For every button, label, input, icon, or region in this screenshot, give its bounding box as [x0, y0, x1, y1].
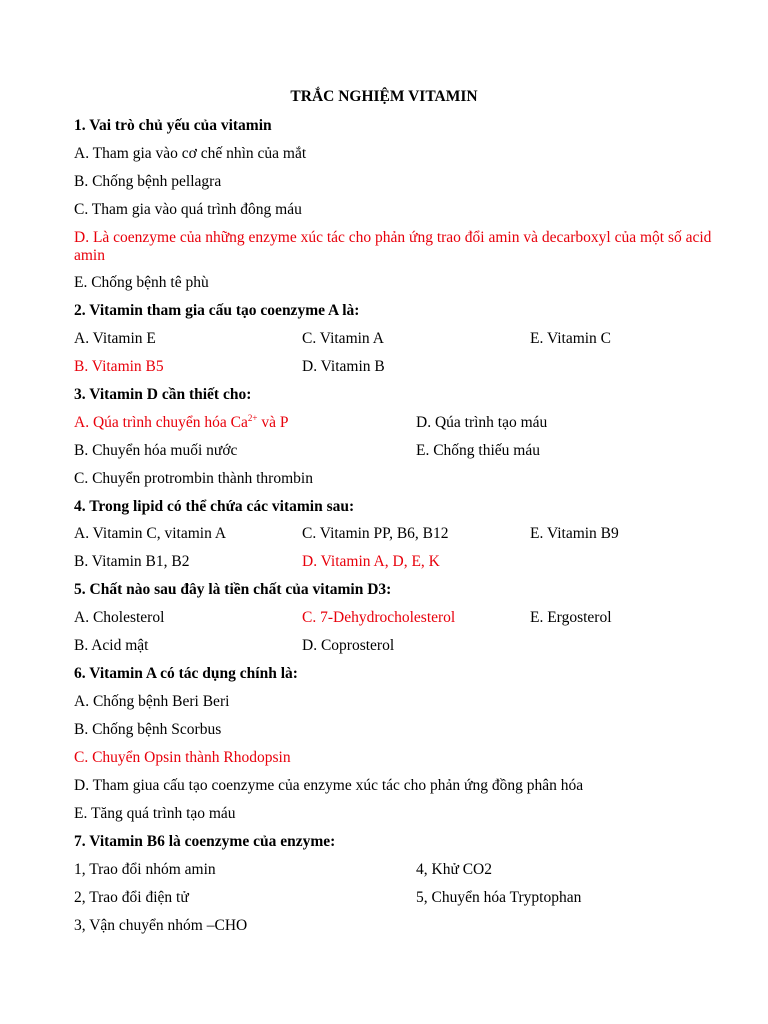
q7-option-3: 3, Vận chuyển nhóm –CHO	[74, 917, 248, 934]
q5-option-d: D. Coprosterol	[302, 637, 395, 654]
q7-option-5: 5, Chuyển hóa Tryptophan	[416, 889, 582, 906]
q1-option-a: A. Tham gia vào cơ chế nhìn của mắt	[74, 145, 307, 162]
q2-option-e: E. Vitamin C	[530, 330, 612, 347]
question-5: 5. Chất nào sau đây là tiền chất của vitamin D3:	[74, 581, 392, 598]
q5-option-e: E. Ergosterol	[530, 609, 612, 626]
q4-option-e: E. Vitamin B9	[530, 525, 619, 542]
q3-option-c: C. Chuyển protrombin thành thrombin	[74, 470, 313, 487]
q5-option-a: A. Cholesterol	[74, 609, 165, 626]
question-3: 3. Vitamin D cần thiết cho:	[74, 386, 252, 403]
q3-option-a-answer	[74, 414, 288, 432]
q1-option-c: C. Tham gia vào quá trình đông máu	[74, 201, 302, 218]
q4-option-a: A. Vitamin C, vitamin A	[74, 525, 227, 542]
question-4: 4. Trong lipid có thể chứa các vitamin sau:	[74, 498, 355, 515]
q6-option-d: D. Tham giua cấu tạo coenzyme của enzyme xúc tác cho phản ứng đồng phân hóa	[74, 777, 584, 794]
question-1: 1. Vai trò chủ yếu của vitamin	[74, 117, 272, 134]
q2-option-d: D. Vitamin B	[302, 358, 385, 375]
q4-option-d-answer: D. Vitamin A, D, E, K	[302, 553, 440, 570]
q6-option-b: B. Chống bệnh Scorbus	[74, 721, 222, 738]
q7-option-2: 2, Trao đổi điện tử	[74, 889, 189, 906]
q1-option-e: E. Chống bệnh tê phù	[74, 274, 209, 291]
q7-option-1: 1, Trao đổi nhóm amin	[74, 861, 216, 878]
question-2: 2. Vitamin tham gia cấu tạo coenzyme A là:	[74, 302, 360, 319]
q3-option-d: D. Qúa trình tạo máu	[416, 414, 548, 431]
q1-option-d-answer: D. Là coenzyme của những enzyme xúc tác cho phản ứng trao đổi amin và decarboxyl của một số acid amin	[74, 229, 712, 264]
q5-option-c-answer: C. 7-Dehydrocholesterol	[302, 609, 456, 626]
q4-option-c: C. Vitamin PP, B6, B12	[302, 525, 449, 542]
q6-option-c-answer: C. Chuyển Opsin thành Rhodopsin	[74, 749, 291, 766]
q5-option-b: B. Acid mật	[74, 637, 149, 654]
q2-option-b-answer: B. Vitamin B5	[74, 358, 164, 375]
q3-option-b: B. Chuyển hóa muối nước	[74, 442, 238, 459]
q3-option-a-suffix: và P	[257, 414, 289, 431]
q3-option-e: E. Chống thiếu máu	[416, 442, 540, 459]
q4-option-b: B. Vitamin B1, B2	[74, 553, 190, 570]
q6-option-e: E. Tăng quá trình tạo máu	[74, 805, 236, 822]
question-7: 7. Vitamin B6 là coenzyme của enzyme:	[74, 833, 336, 850]
q7-option-4: 4, Khử CO2	[416, 861, 493, 878]
q2-option-a: A. Vitamin E	[74, 330, 156, 347]
document-title: TRẮC NGHIỆM VITAMIN	[290, 88, 478, 105]
q3-option-a-superscript: 2+	[247, 412, 258, 423]
q6-option-a: A. Chống bệnh Beri Beri	[74, 693, 230, 710]
question-6: 6. Vitamin A có tác dụng chính là:	[74, 665, 298, 682]
q1-option-b: B. Chống bệnh pellagra	[74, 173, 222, 190]
q3-option-a-prefix: A. Qúa trình chuyển hóa Ca	[74, 414, 248, 431]
q2-option-c: C. Vitamin A	[302, 330, 384, 347]
